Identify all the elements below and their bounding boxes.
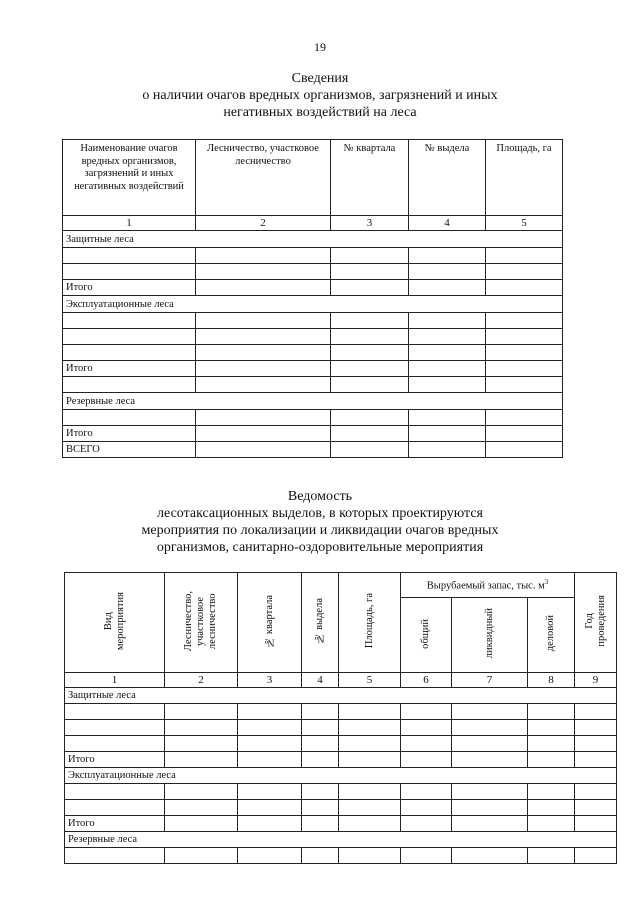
column-number: 3 [331,216,409,231]
table-row [63,264,563,280]
table-row [65,784,617,800]
section2-title-line: организмов, санитарно-оздоровительные мероприятия [156,540,484,555]
column-header-business: деловой [528,598,575,673]
total-label: Итого [63,426,196,442]
column-header: Лесничество, участковое лесничество [196,140,331,216]
column-number: 5 [339,673,401,688]
section-label-operational: Эксплуатационные леса [63,296,563,313]
section-row [65,768,617,784]
column-number: 1 [63,216,196,231]
column-header: № квартала [331,140,409,216]
table-header-row [63,140,563,216]
section-row [65,832,617,848]
section1-title-line: негативных воздействий на леса [223,105,417,120]
section-label-protective: Защитные леса [65,688,617,704]
section-label-reserve: Резервные леса [65,832,617,848]
table-row [63,377,563,393]
section2-title-line: мероприятия по локализации и ликвидации очагов вредных [141,523,499,538]
column-header-quarter: № квартала [238,573,302,673]
section2-title-line: Ведомость [287,489,353,504]
section-row [63,296,563,313]
grand-total-row [63,442,563,458]
column-header-forestry: Лесничество, участковое лесничество [165,573,238,673]
column-number: 2 [165,673,238,688]
column-header-area: Площадь, га [339,573,401,673]
column-number-row [63,216,563,231]
section2-title-line: лесотаксационных выделов, в которых проектируются [157,506,483,521]
table-row [65,800,617,816]
table-row [65,704,617,720]
column-number: 4 [409,216,486,231]
column-number: 1 [65,673,165,688]
column-header: № выдела [409,140,486,216]
total-row [65,752,617,768]
column-header-liquid: ликвидный [452,598,528,673]
table-row [63,329,563,345]
table-row [63,345,563,361]
table-row [65,736,617,752]
section-label-protective: Защитные леса [63,231,563,248]
section1-title-line: Сведения [291,71,349,86]
column-number: 9 [575,673,617,688]
column-header-allotment: № выдела [302,573,339,673]
table-row [63,313,563,329]
column-number: 3 [238,673,302,688]
section2-title [0,488,640,556]
total-label: Итого [63,280,196,296]
total-label: Итого [65,752,165,768]
column-group-stock: Вырубаемый запас, тыс. $м^3$ [401,573,575,598]
column-number: 4 [302,673,339,688]
total-row [65,816,617,832]
column-number: 7 [452,673,528,688]
section-row [65,688,617,704]
total-label: Итого [63,361,196,377]
section-label-reserve: Резервные леса [63,393,563,410]
column-header-type: Вид мероприятия [65,573,165,673]
column-number: 5 [486,216,563,231]
column-number: 8 [528,673,575,688]
column-number: 2 [196,216,331,231]
table-row [65,848,617,864]
table-header-row [65,573,617,598]
section1-title [0,70,640,121]
total-row [63,361,563,377]
table-row [63,410,563,426]
page-number: 19 [314,40,326,54]
column-header: Площадь, га [486,140,563,216]
column-header: Наименование очагов вредных организмов, загрязнений и иных негативных воздействий [63,140,196,216]
column-number-row [65,673,617,688]
total-label: Итого [65,816,165,832]
grand-total-label: ВСЕГО [63,442,196,458]
table-row [63,248,563,264]
allotments-table [64,572,617,864]
total-row [63,280,563,296]
column-header-year: Год проведения [575,573,617,673]
table-row [65,720,617,736]
column-number: 6 [401,673,452,688]
section-row [63,231,563,248]
section-row [63,393,563,410]
section1-title-line: о наличии очагов вредных организмов, загрязнений и иных [142,88,498,103]
column-header-total: общий [401,598,452,673]
section-label-operational: Эксплуатационные леса [65,768,617,784]
total-row [63,426,563,442]
pest-foci-table [62,139,563,458]
